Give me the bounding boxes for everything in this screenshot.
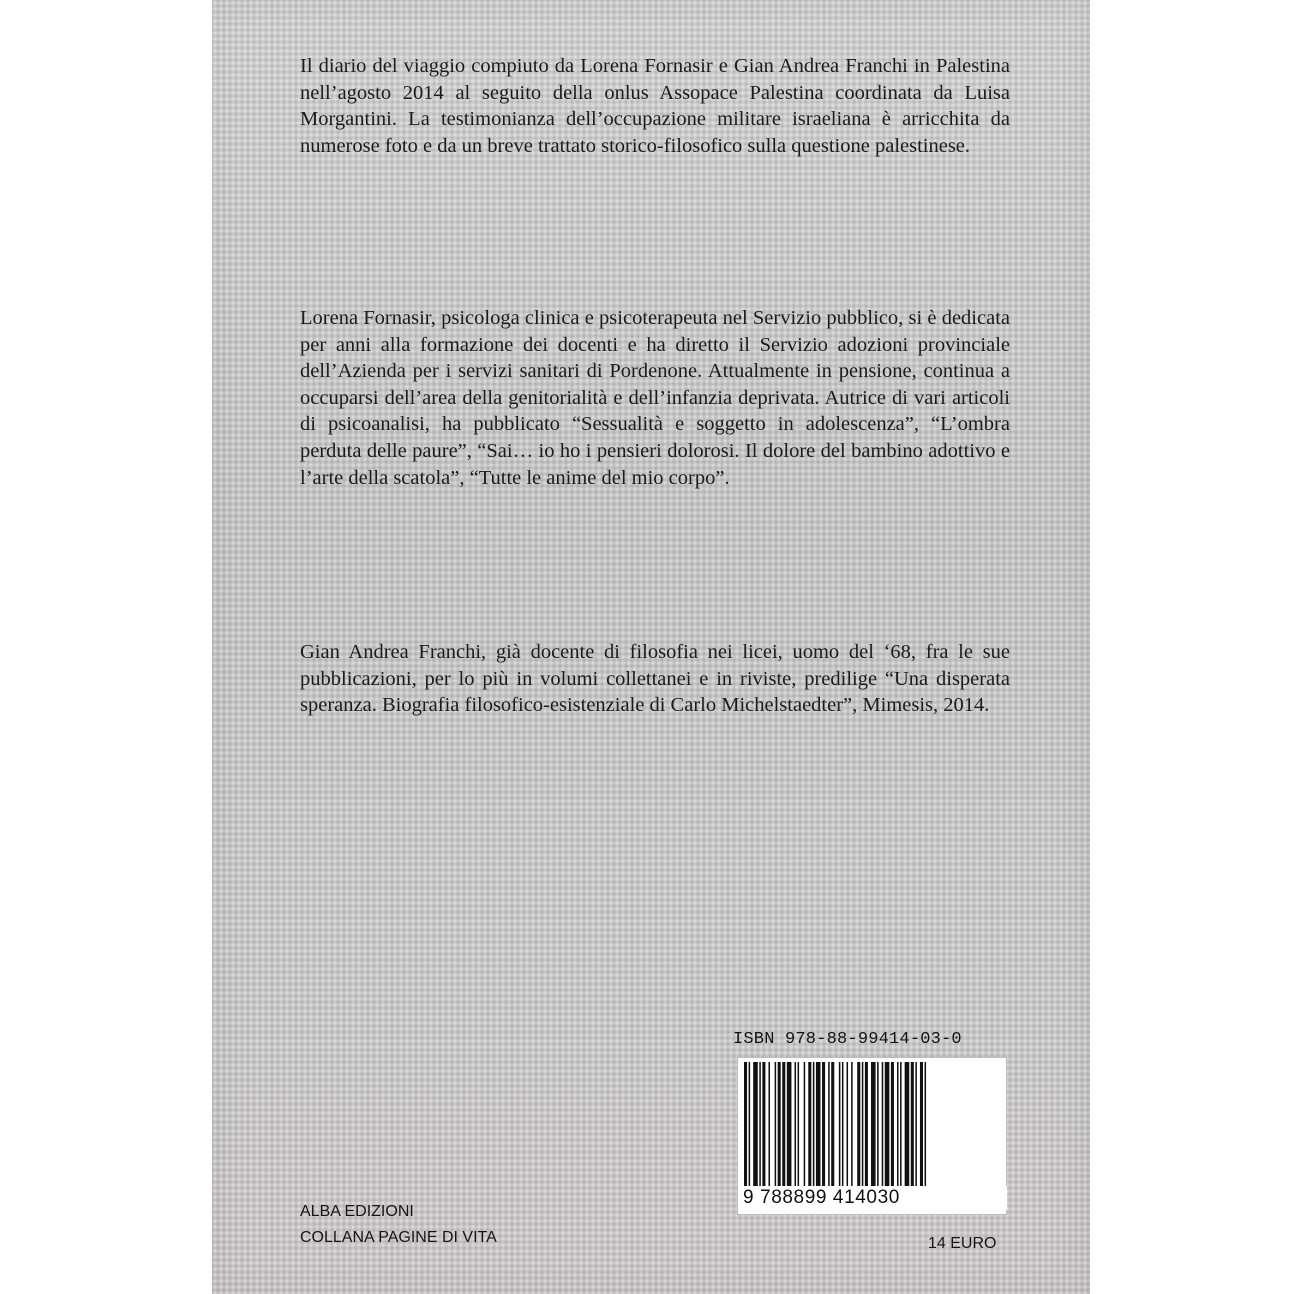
barcode-bar: [905, 1062, 910, 1188]
barcode-bar: [865, 1062, 868, 1188]
barcode-bar: [831, 1062, 834, 1188]
price-label: 14 EURO: [928, 1235, 997, 1252]
barcode-bar: [897, 1062, 899, 1188]
barcode-bar: [749, 1062, 751, 1188]
barcode-bar: [847, 1062, 849, 1188]
publisher-name: ALBA EDIZIONI: [300, 1203, 414, 1220]
barcode-bar: [882, 1062, 884, 1188]
barcode-bar: [775, 1062, 777, 1188]
publisher-series: COLLANA PAGINE DI VITA: [300, 1229, 497, 1246]
barcode-bar: [900, 1062, 902, 1188]
barcode-bar: [808, 1062, 811, 1188]
barcode-bar: [885, 1062, 890, 1188]
barcode-bar: [816, 1062, 821, 1188]
barcode-bar: [871, 1062, 876, 1188]
barcode-bar: [911, 1062, 914, 1188]
barcode-bar: [822, 1062, 825, 1188]
barcode-bar: [851, 1062, 853, 1188]
barcode-bar: [842, 1062, 844, 1188]
barcode-bar: [920, 1062, 923, 1188]
barcode-bar: [768, 1062, 770, 1188]
synopsis-paragraph: Il diario del viaggio compiuto da Lorena Fornasir e Gian Andrea Franchi in Palestina nell’agosto 2014 al seguito della onlus Assopace Palestina coordinata da Luisa Morgantini. La testimonianza dell’occupazione militare israeliana è arricchita da numerose foto e da un breve trattato storico-filosofico sulla questione palestinese.: [300, 55, 1010, 157]
barcode-bar: [862, 1062, 864, 1188]
barcode-bar: [778, 1062, 781, 1188]
barcode-bar: [839, 1062, 841, 1188]
barcode-bar: [813, 1062, 815, 1188]
author-bio-fornasir: Lorena Fornasir, psicologa clinica e psicoterapeuta nel Servizio pubblico, si è dedicata per anni alla formazione dei docenti e ha diretto il Servizio adozioni provinciale dell’Azienda per i servizi sanitari di Pordenone. Attualmente in pensione, continua a occuparsi dell’area della genitorialità e dell’infanzia deprivata. Autrice di vari articoli di psicoanalisi, ha pubblicato “Sessualità e soggetto in adolescenza”, “L’ombra perduta delle paure”, “Sai… io ho i pensieri dolorosi. Il dolore del bambino adottivo e l’arte della scatola”, “Tutte le anime del mio corpo”.: [300, 307, 1010, 489]
barcode-bar: [798, 1062, 800, 1188]
isbn-label: ISBN 978-88-99414-03-0: [733, 1030, 962, 1049]
barcode-bar: [753, 1062, 758, 1188]
barcode-bar: [891, 1062, 894, 1188]
barcode: [737, 1057, 1007, 1215]
book-back-cover: [212, 0, 1090, 1294]
barcode-bar: [782, 1062, 785, 1188]
barcode-bar: [759, 1062, 761, 1188]
barcode-digits: 9 788899 414030: [741, 1186, 1007, 1210]
barcode-bar: [787, 1062, 792, 1188]
barcode-bar: [925, 1062, 927, 1188]
barcode-bar: [762, 1062, 765, 1188]
barcode-bar: [915, 1062, 917, 1188]
barcode-bar: [744, 1062, 747, 1188]
barcode-bar: [804, 1062, 806, 1188]
barcode-bar: [857, 1062, 860, 1188]
barcode-bar: [877, 1062, 879, 1188]
author-bio-franchi: Gian Andrea Franchi, già docente di filosofia nei licei, uomo del ‘68, fra le sue pubblicazioni, per lo più in volumi collettanei e in riviste, predilige “Una disperata speranza. Biografia filosofico-esistenziale di Carlo Michelstaedter”, Mimesis, 2014.: [300, 641, 1010, 717]
barcode-bar: [794, 1062, 796, 1188]
barcode-bar: [828, 1062, 830, 1188]
